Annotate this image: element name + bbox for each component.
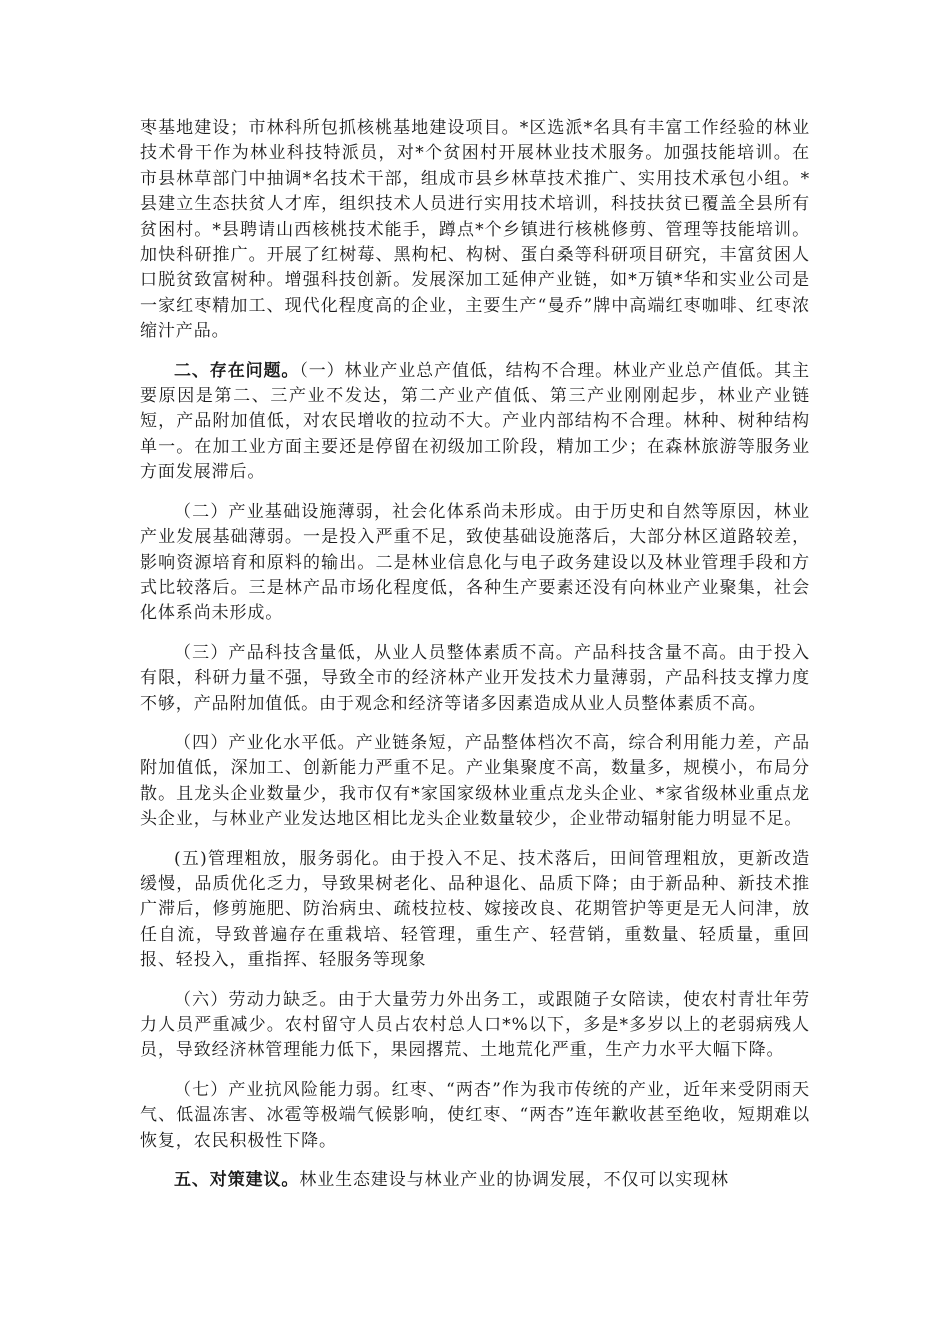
paragraph-5 [140, 731, 810, 833]
paragraph-text: （四）产业化水平低。产业链条短，产品整体档次不高，综合利用能力差，产品附加值低，深加工、创新能力严重不足。产业集聚度不高，数量多，规模小，布局分散。且龙头企业数量少，我市仅有*家国家级林业重点龙头企业、*家省级林业重点龙头企业，与林业产业发达地区相比龙头企业数量较少，企业带动辐射能力明显不足。 [140, 732, 810, 830]
section-heading-problems: 二、存在问题。 [174, 360, 300, 381]
paragraph-6 [140, 847, 810, 974]
section-heading-suggestions: 五、对策建议。 [174, 1170, 300, 1191]
paragraph-text: （二）产业基础设施薄弱，社会化体系尚未形成。由于历史和自然等原因，林业产业发展基础薄弱。一是投入严重不足，致使基础设施落后，大部分林区道路较差，影响资源培育和原料的输出。二是林业信息化与电子政务建设以及林业管理手段和方式比较落后。三是林产品市场化程度低，各种生产要素还没有向林业产业聚集，社会化体系尚未形成。 [140, 501, 810, 624]
paragraph-2 [140, 359, 810, 486]
paragraph-9 [140, 1168, 810, 1193]
paragraph-text: 林业生态建设与林业产业的协调发展，不仅可以实现林 [299, 1170, 729, 1191]
paragraph-3 [140, 500, 810, 627]
paragraph-text: （七）产业抗风险能力弱。红枣、“两杏”作为我市传统的产业，近年来受阴雨天气、低温冻害、冰雹等极端气候影响，使红枣、“两杏”连年歉收甚至绝收，短期难以恢复，农民积极性下降。 [140, 1079, 810, 1151]
paragraph-8 [140, 1078, 810, 1154]
paragraph-text: （六）劳动力缺乏。由于大量劳力外出务工，或跟随子女陪读，使农村青壮年劳力人员严重减少。农村留守人员占农村总人口*%以下，多是*多岁以上的老弱病残人员，导致经济林管理能力低下，果园撂荒、土地荒化严重，生产力水平大幅下降。 [140, 989, 810, 1061]
paragraph-text: （一）林业产业总产值低，结构不合理。林业产业总产值低。其主要原因是第二、三产业不发达，第二产业产值低、第三产业刚刚起步，林业产业链短，产品附加值低，对农民增收的拉动不大。产业内部结构不合理。林种、树种结构单一。在加工业方面主要还是停留在初级加工阶段，精加工少；在森林旅游等服务业方面发展滞后。 [140, 360, 810, 483]
paragraph-text: 枣基地建设；市林科所包抓核桃基地建设项目。*区选派*名具有丰富工作经验的林业技术骨干作为林业科技特派员，对*个贫困村开展林业技术服务。加强技能培训。在市县林草部门中抽调*名技术干部，组成市县乡林草技术推广、实用技术承包小组。*县建立生态扶贫人才库，组织技术人员进行实用技术培训，科技扶贫已覆盖全县所有贫困村。*县聘请山西核桃技术能手，蹲点*个乡镇进行核桃修剪、管理等技能培训。加快科研推广。开展了红树莓、黑枸杞、构树、蛋白桑等科研项目研究，丰富贫困人口脱贫致富树种。增强科技创新。发展深加工延伸产业链，如*万镇*华和实业公司是一家红枣精加工、现代化程度高的企业，主要生产“曼乔”牌中高端红枣咖啡、红枣浓缩汁产品。 [140, 118, 810, 342]
paragraph-7 [140, 988, 810, 1064]
paragraph-4 [140, 641, 810, 717]
paragraph-text: （三）产品科技含量低，从业人员整体素质不高。产品科技含量不高。由于投入有限，科研力量不强，导致全市的经济林产业开发技术力量薄弱，产品科技支撑力度不够，产品附加值低。由于观念和经济等诸多因素造成从业人员整体素质不高。 [140, 642, 810, 714]
paragraph-1 [140, 116, 810, 345]
paragraph-text: (五)管理粗放，服务弱化。由于投入不足、技术落后，田间管理粗放，更新改造缓慢，品质优化乏力，导致果树老化、品种退化、品质下降；由于新品种、新技术推广滞后，修剪施肥、防治病虫、疏枝拉枝、嫁接改良、花期管护等更是无人问津，放任自流，导致普遍存在重栽培、轻管理，重生产、轻营销，重数量、轻质量，重回报、轻投入，重指挥、轻服务等现象 [140, 848, 810, 971]
